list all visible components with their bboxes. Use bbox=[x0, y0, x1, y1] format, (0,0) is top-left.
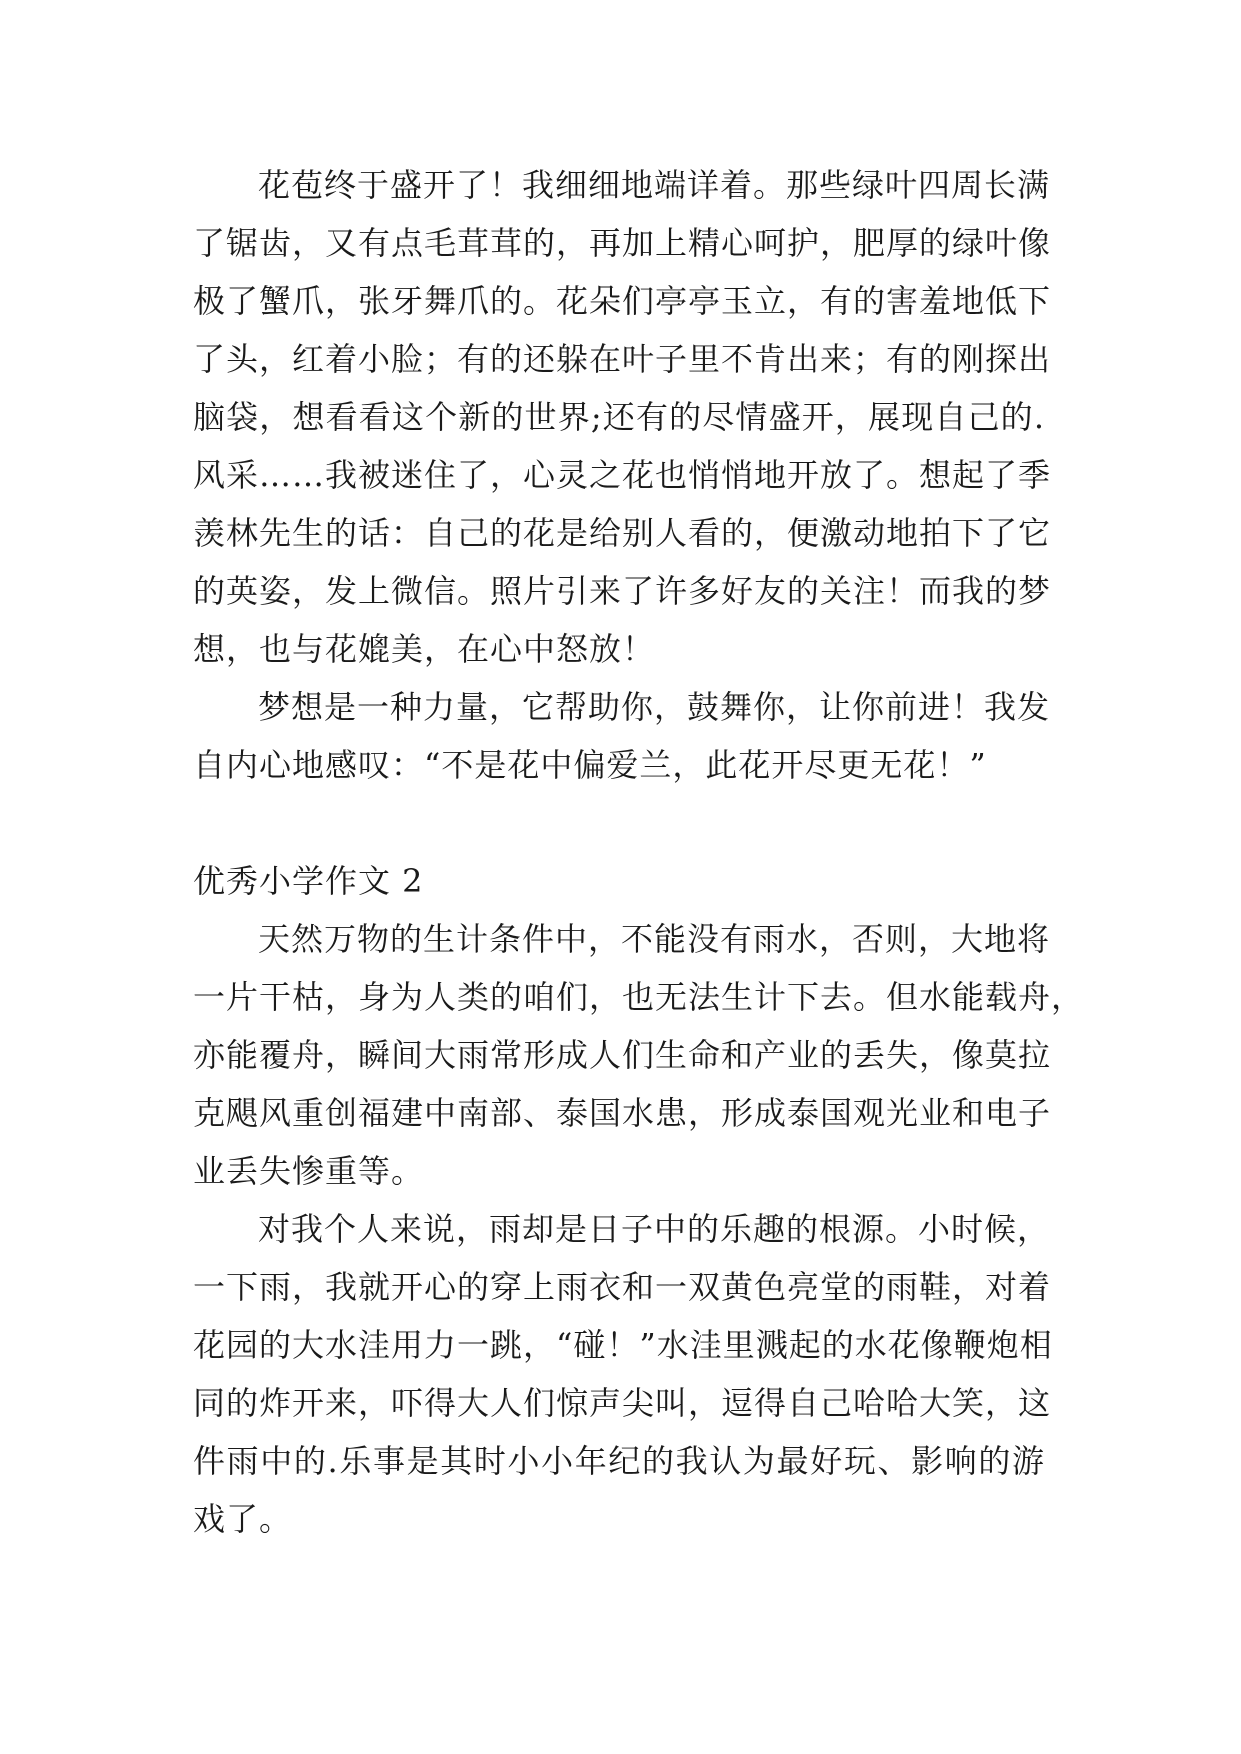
paragraph-line: 亦能覆舟，瞬间大雨常形成人们生命和产业的丢失，像莫拉 bbox=[193, 1036, 1052, 1074]
paragraph-line: 业丢失惨重等。 bbox=[193, 1152, 425, 1190]
paragraph-line: 戏了。 bbox=[193, 1500, 293, 1538]
paragraph-line: 的英姿，发上微信。照片引来了许多好友的关注！而我的梦 bbox=[193, 572, 1052, 610]
paragraph-line: 了头，红着小脸；有的还躲在叶子里不肯出来；有的刚探出 bbox=[193, 340, 1052, 378]
paragraph-line: 了锯齿，又有点毛茸茸的，再加上精心呵护，肥厚的绿叶像 bbox=[193, 224, 1052, 262]
paragraph-line: 花苞终于盛开了！我细细地端详着。那些绿叶四周长满 bbox=[258, 166, 1051, 204]
paragraph-line: 一下雨，我就开心的穿上雨衣和一双黄色亮堂的雨鞋，对着 bbox=[193, 1268, 1052, 1306]
paragraph-line: 天然万物的生计条件中，不能没有雨水，否则，大地将 bbox=[258, 920, 1051, 958]
paragraph-line: 花园的大水洼用力一跳，“碰！”水洼里溅起的水花像鞭炮相 bbox=[193, 1326, 1053, 1364]
paragraph-line: 件雨中的.乐事是其时小小年纪的我认为最好玩、影响的游 bbox=[193, 1442, 1045, 1480]
section-title: 优秀小学作文 2 bbox=[193, 862, 424, 900]
paragraph-line: 一片干枯，身为人类的咱们，也无法生计下去。但水能载舟， bbox=[193, 978, 1085, 1016]
paragraph-line: 同的炸开来，吓得大人们惊声尖叫，逗得自己哈哈大笑，这 bbox=[193, 1384, 1052, 1422]
paragraph-line: 克飓风重创福建中南部、泰国水患，形成泰国观光业和电子 bbox=[193, 1094, 1052, 1132]
paragraph-line: 想，也与花媲美，在心中怒放！ bbox=[193, 630, 656, 668]
paragraph-line: 羡林先生的话：自己的花是给别人看的，便激动地拍下了它 bbox=[193, 514, 1052, 552]
paragraph-line: 脑袋，想看看这个新的世界;还有的尽情盛开，展现自己的. bbox=[193, 398, 1045, 436]
paragraph-line: 梦想是一种力量，它帮助你，鼓舞你，让你前进！我发 bbox=[258, 688, 1051, 726]
paragraph-line: 风采……我被迷住了，心灵之花也悄悄地开放了。想起了季 bbox=[193, 456, 1052, 494]
paragraph-line: 对我个人来说，雨却是日子中的乐趣的根源。小时候， bbox=[258, 1210, 1051, 1248]
paragraph-line: 自内心地感叹：“不是花中偏爱兰，此花开尽更无花！” bbox=[193, 746, 987, 784]
paragraph-line: 极了蟹爪，张牙舞爪的。花朵们亭亭玉立，有的害羞地低下 bbox=[193, 282, 1052, 320]
